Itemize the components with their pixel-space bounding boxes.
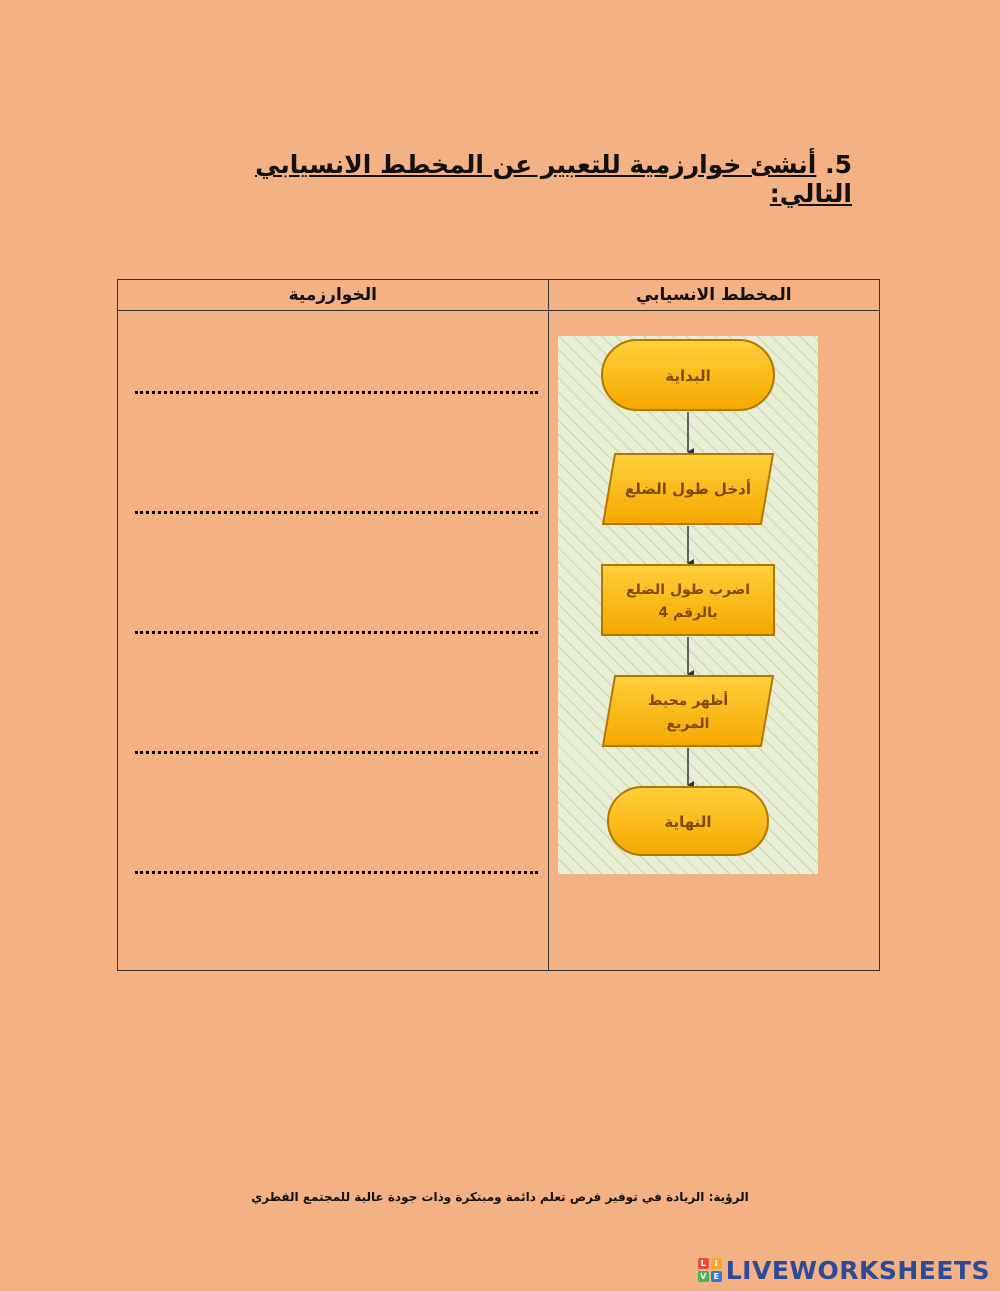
answer-line-2[interactable] (135, 511, 538, 514)
flowchart-diagram (558, 336, 818, 874)
question-number: 5. (825, 150, 852, 179)
question-text: أنشئ خوارزمية للتعبير عن المخطط الانسيابي التالي: (255, 150, 852, 208)
start-label: البداية (664, 367, 711, 385)
answer-line-5[interactable] (135, 871, 538, 874)
logo-letter-e: E (711, 1271, 722, 1282)
answer-line-1[interactable] (135, 391, 538, 394)
logo-letter-v: V (698, 1271, 709, 1282)
liveworksheets-logo-icon (698, 1258, 722, 1282)
input-label: أدخل طول الضلع (624, 480, 751, 498)
process-label-line2: بالرقم 4 (657, 605, 718, 621)
algorithm-answer-area (118, 311, 549, 971)
process-label-line1: اضرب طول الضلع (625, 582, 750, 598)
process-rectangle (602, 565, 774, 635)
output-parallelogram (603, 676, 773, 746)
liveworksheets-wordmark: LIVEWORKSHEETS (725, 1255, 990, 1285)
header-flowchart: المخطط الانسيابي (548, 280, 879, 311)
answer-line-4[interactable] (135, 751, 538, 754)
logo-letter-l: L (698, 1258, 709, 1269)
logo-letter-i: I (711, 1258, 722, 1269)
worksheet-table (117, 279, 880, 971)
output-label-line2: المربع (666, 716, 710, 732)
answer-line-3[interactable] (135, 631, 538, 634)
output-label-line1: أظهر محيط (647, 693, 728, 709)
flowchart-cell (548, 311, 879, 971)
question-title (200, 150, 852, 208)
vision-statement: الرؤية: الريادة في توفير فرص تعلم دائمة ومبتكرة وذات جودة عالية للمجتمع القطري (251, 1190, 749, 1204)
header-algorithm: الخوارزمية (118, 280, 549, 311)
end-label: النهاية (663, 813, 712, 831)
liveworksheets-logo[interactable] (698, 1255, 990, 1285)
